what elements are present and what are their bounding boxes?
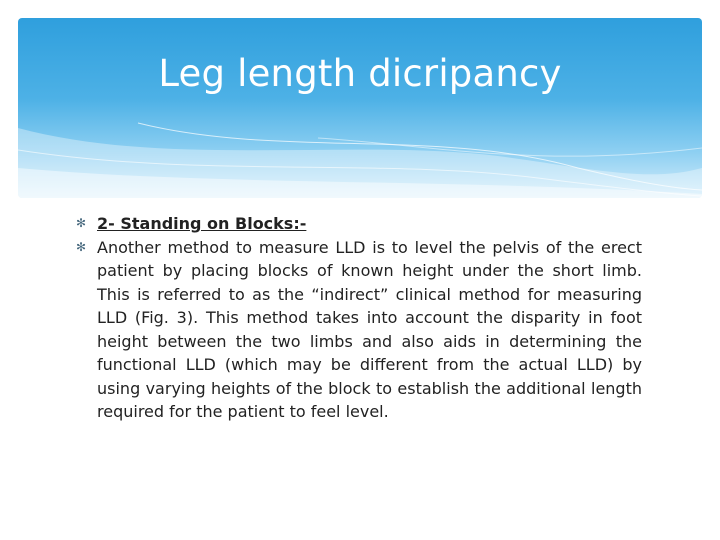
asterisk-bullet-icon: ✻ [76, 216, 87, 230]
subheading: 2- Standing on Blocks:- [97, 214, 307, 233]
slide-title: Leg length dicripancy [158, 52, 562, 95]
list-item [78, 212, 642, 236]
asterisk-bullet-icon: ✻ [76, 239, 87, 254]
wave-decoration [18, 18, 702, 198]
body-paragraph: Another method to measure LLD is to level the pelvis of the erect patient by placing blocks of known height under the short limb. This is referred to as the “indirect” clinical method for measuring LLD (Fig. 3). This method takes into account the disparity in foot height between the two limbs and also aids in determining the functional LLD (which may be different from the actual LLD) by using varying heights of the block to establish the additional length required for the patient to feel level. [97, 237, 642, 421]
list-item [78, 236, 642, 424]
title-banner [18, 18, 702, 198]
bullet-list [78, 212, 642, 424]
